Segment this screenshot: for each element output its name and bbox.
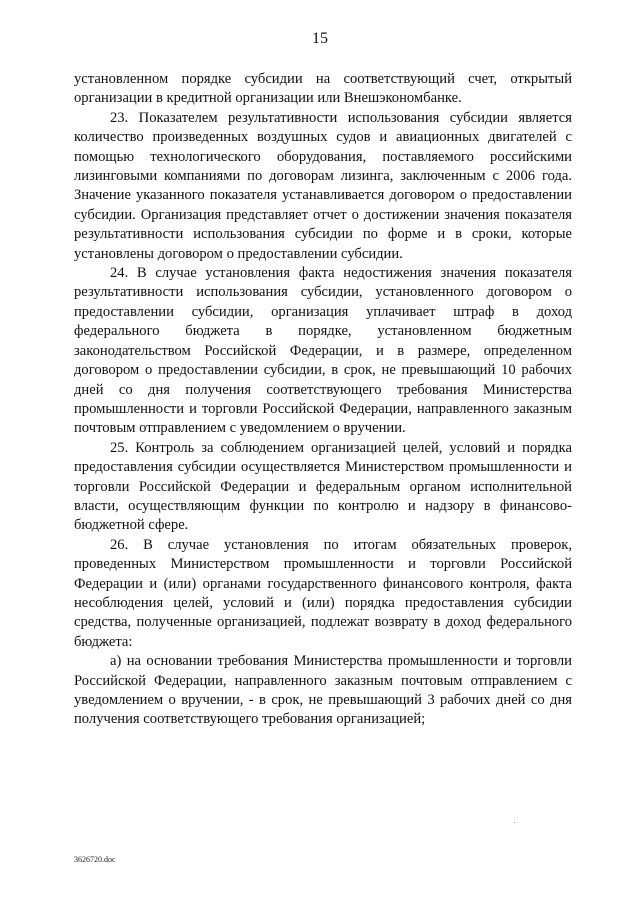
paragraph-continuation: установленном порядке субсидии на соответствующий счет, открытый организации в кредитной организации или Внешэкономбанке. (74, 71, 572, 107)
paragraph-26: 26. В случае установления по итогам обязательных проверок, проведенных Министерством промышленности и торговли Российской Федерации и (или) органами государственного финансового контроля, факта несоблюдения целей, условий и (или) порядка предоставления субсидии средства, полученные организацией, подлежат возврату в доход федерального бюджета: (74, 536, 572, 650)
footer-filename: 3626720.doc (74, 855, 116, 864)
page-number: 15 (312, 30, 328, 47)
paragraph-26-a: а) на основании требования Министерства промышленности и торговли Российской Федерации, направленного заказным почтовым отправлением с уведомлением о вручении, - в срок, не превышающий 3 рабочих дней со дня получения соответствующего требования организацией; (74, 653, 572, 728)
document-body (74, 70, 572, 730)
scan-speck (514, 822, 515, 823)
paragraph-24: 24. В случае установления факта недостижения значения показателя результативности использования субсидии, установленного договором о предоставлении субсидии, организация уплачивает штраф в доход федерального бюджета в порядке, установленном бюджетным законодательством Российской Федерации, и в размере, определенном договором о предоставлении субсидии, в срок, не превышающий 10 рабочих дней со дня получения соответствующего требования Министерства промышленности и торговли Российской Федерации, направленного заказным почтовым отправлением с уведомлением о вручении. (74, 265, 572, 437)
paragraph-25: 25. Контроль за соблюдением организацией целей, условий и порядка предоставления субсидии осуществляется Министерством промышленности и торговли Российской Федерации и федеральным органом исполнительной власти, осуществляющим функции по контролю и надзору в финансово-бюджетной сфере. (74, 439, 572, 534)
paragraph-23: 23. Показателем результативности использования субсидии является количество произведенных воздушных судов и авиационных двигателей с помощью технологического оборудования, поставляемого российскими лизинговыми компаниями по договорам лизинга, заключенным с 2006 года. Значение указанного показателя устанавливается договором о предоставлении субсидии. Организация представляет отчет о достижении значения показателя результативности использования субсидии по форме и в сроки, которые установлены договором о предоставлении субсидии. (74, 109, 572, 262)
